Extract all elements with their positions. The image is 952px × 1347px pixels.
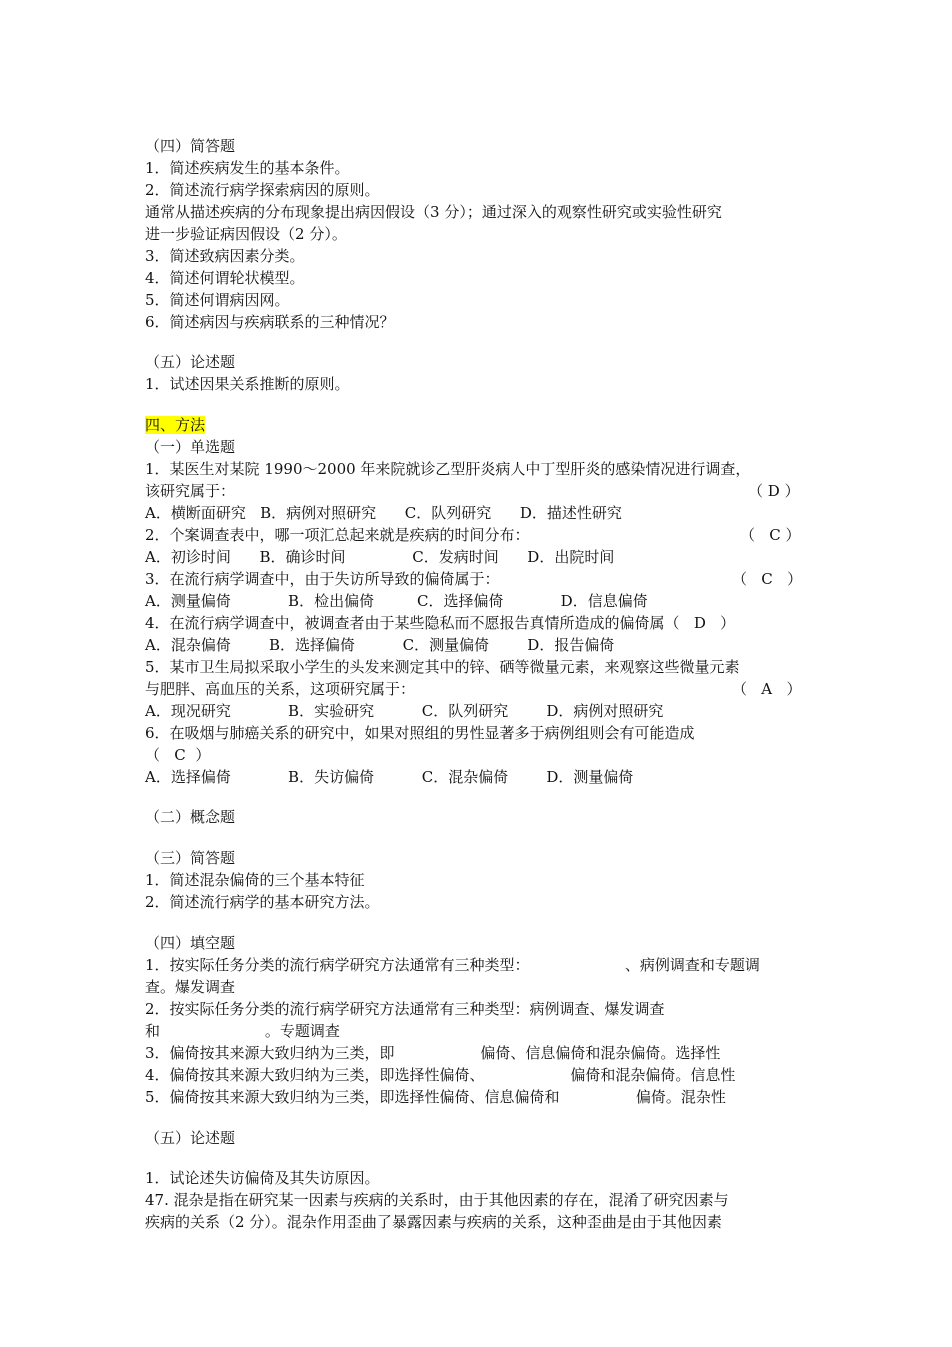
question-text: 该研究属于： bbox=[145, 482, 236, 500]
text-line: 1．按实际任务分类的流行病学研究方法通常有三种类型： 、病例调查和专题调 bbox=[145, 956, 760, 974]
question-text: 2．个案调查表中，哪一项汇总起来就是疾病的时间分布： bbox=[145, 526, 530, 544]
chapter-title-text: 四、方法 bbox=[145, 416, 206, 434]
question-options: A．横断面研究 B．病例对照研究 C．队列研究 D．描述性研究 bbox=[145, 504, 622, 522]
question-text: 与肥胖、高血压的关系，这项研究属于： bbox=[145, 680, 416, 698]
text-line: 4．偏倚按其来源大致归纳为三类，即选择性偏倚、 偏倚和混杂偏倚。信息性 bbox=[145, 1066, 736, 1084]
section-heading: （五）论述题 bbox=[145, 353, 236, 371]
text-line: 4．简述何谓轮状模型。 bbox=[145, 269, 305, 287]
question-text: 6．在吸烟与肺癌关系的研究中，如果对照组的男性显著多于病例组则会有可能造成 bbox=[145, 724, 695, 742]
section-heading: （五）论述题 bbox=[145, 1129, 236, 1147]
answer-mark: （ C ） bbox=[740, 526, 801, 544]
text-line: 5．偏倚按其来源大致归纳为三类，即选择性偏倚、信息偏倚和 偏倚。混杂性 bbox=[145, 1088, 726, 1106]
text-line: 6．简述病因与疾病联系的三种情况？ bbox=[145, 313, 395, 331]
text-line: 2．简述流行病学探索病因的原则。 bbox=[145, 181, 380, 199]
answer-mark: （ A ） bbox=[732, 680, 802, 698]
text-line: 进一步验证病因假设（2 分）。 bbox=[145, 225, 347, 243]
section-heading: （四）简答题 bbox=[145, 137, 236, 155]
text-line: 疾病的关系（2 分）。混杂作用歪曲了暴露因素与疾病的关系，这种歪曲是由于其他因素 bbox=[145, 1213, 722, 1231]
text-line: 1．试论述失访偏倚及其失访原因。 bbox=[145, 1169, 380, 1187]
text-line: 1．简述混杂偏倚的三个基本特征 bbox=[145, 871, 365, 889]
answer-mark: （ C ） bbox=[732, 570, 803, 588]
question-options: A．现况研究 B．实验研究 C．队列研究 D．病例对照研究 bbox=[145, 702, 664, 720]
answer-mark: （ C ） bbox=[145, 746, 211, 764]
question-text: 3．在流行病学调查中，由于失访所导致的偏倚属于： bbox=[145, 570, 500, 588]
text-line: 2．按实际任务分类的流行病学研究方法通常有三种类型：病例调查、爆发调查 bbox=[145, 1000, 665, 1018]
question-options: A．初诊时间 B．确诊时间 C．发病时间 D．出院时间 bbox=[145, 548, 615, 566]
section-heading: （四）填空题 bbox=[145, 934, 236, 952]
chapter-title bbox=[145, 415, 205, 435]
text-line: 查。爆发调查 bbox=[145, 978, 236, 996]
text-line: 3．简述致病因素分类。 bbox=[145, 247, 305, 265]
section-heading: （一）单选题 bbox=[145, 438, 236, 456]
text-line: 5．简述何谓病因网。 bbox=[145, 291, 290, 309]
question-options: A．混杂偏倚 B．选择偏倚 C．测量偏倚 D．报告偏倚 bbox=[145, 636, 615, 654]
text-line: 2．简述流行病学的基本研究方法。 bbox=[145, 893, 380, 911]
section-heading: （三）简答题 bbox=[145, 849, 236, 867]
section-heading: （二）概念题 bbox=[145, 808, 236, 826]
question-options: A．测量偏倚 B．检出偏倚 C．选择偏倚 D．信息偏倚 bbox=[145, 592, 648, 610]
text-line: 1．试述因果关系推断的原则。 bbox=[145, 375, 350, 393]
answer-mark: （ D ） bbox=[748, 482, 800, 500]
text-line: 和 。专题调查 bbox=[145, 1022, 340, 1040]
text-line: 通常从描述疾病的分布现象提出病因假设（3 分）；通过深入的观察性研究或实验性研究 bbox=[145, 203, 722, 221]
question-options: A．选择偏倚 B．失访偏倚 C．混杂偏倚 D．测量偏倚 bbox=[145, 768, 634, 786]
text-line: 3．偏倚按其来源大致归纳为三类，即 偏倚、信息偏倚和混杂偏倚。选择性 bbox=[145, 1044, 721, 1062]
question-text: 5．某市卫生局拟采取小学生的头发来测定其中的锌、硒等微量元素，来观察这些微量元素 bbox=[145, 658, 740, 676]
question-text: 4．在流行病学调查中，被调查者由于某些隐私而不愿报告真情所造成的偏倚属（ D ） bbox=[145, 614, 736, 632]
text-line: 47. 混杂是指在研究某一因素与疾病的关系时，由于其他因素的存在，混淆了研究因素与 bbox=[145, 1191, 729, 1209]
question-text: 1．某医生对某院 1990～2000 年来院就诊乙型肝炎病人中丁型肝炎的感染情况进行调查， bbox=[145, 460, 751, 478]
text-line: 1．简述疾病发生的基本条件。 bbox=[145, 159, 350, 177]
